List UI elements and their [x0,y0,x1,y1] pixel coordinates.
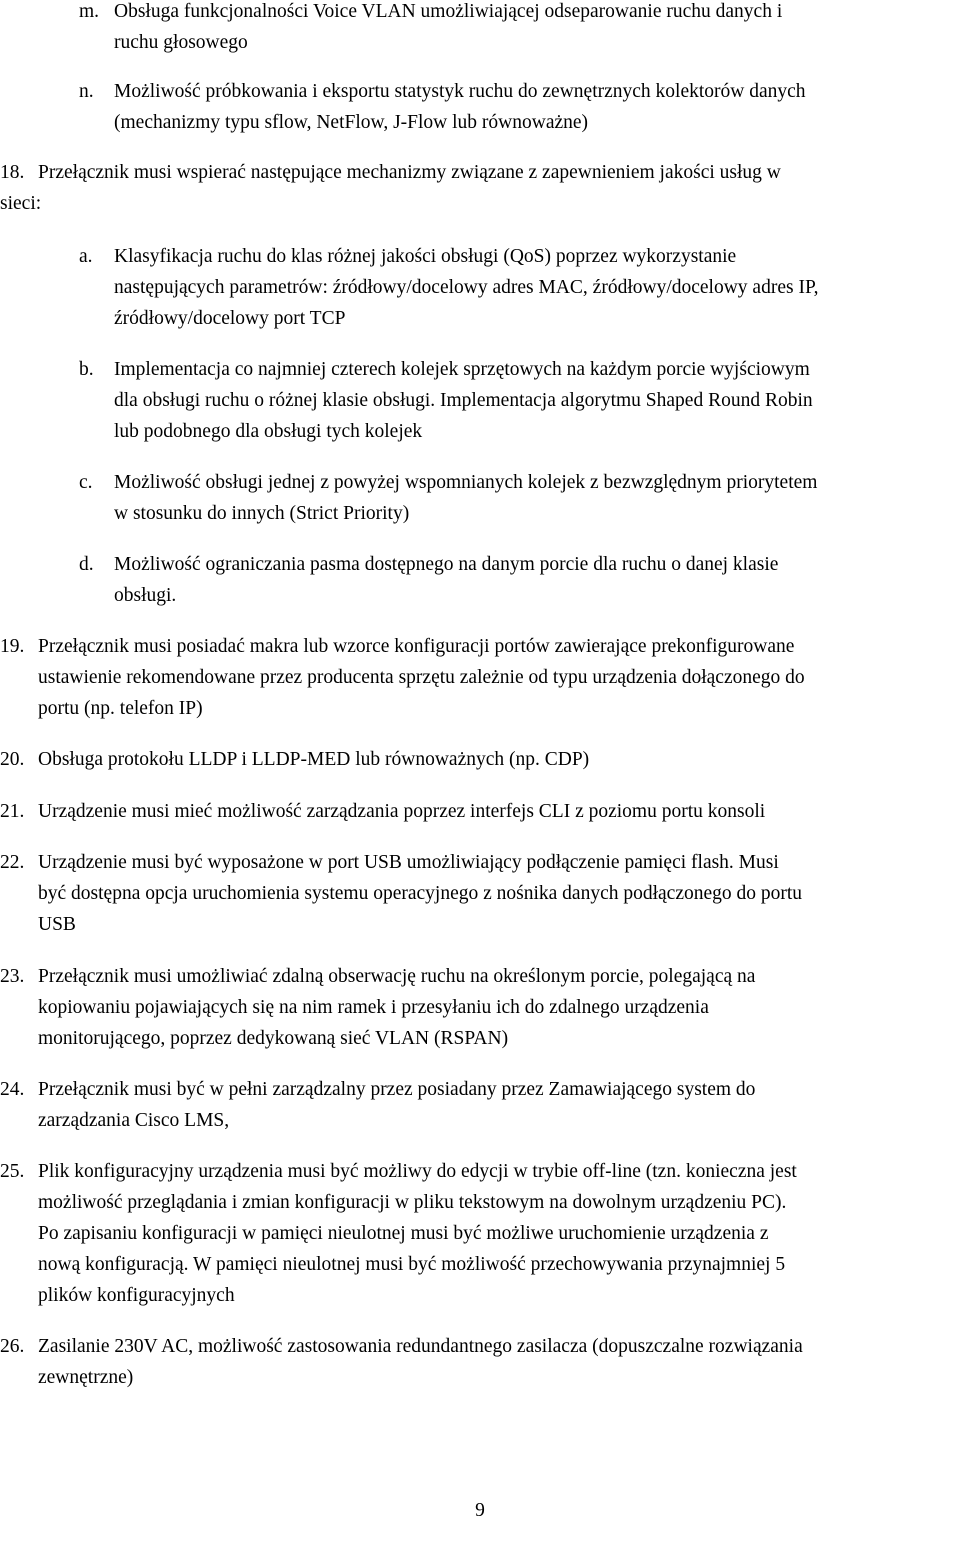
list-item-line: ruchu głosowego [114,32,248,53]
list-item-line: w stosunku do innych (Strict Priority) [114,503,410,524]
list-marker: 22. [0,852,25,873]
list-item-c [79,467,954,529]
list-item-line: możliwość przeglądania i zmian konfiguracji w pliku tekstowym na dowolnym urządzeniu PC). [38,1192,787,1213]
list-item-line: źródłowy/docelowy port TCP [114,308,346,329]
list-item-22 [0,847,956,940]
list-marker: 19. [0,636,25,657]
list-item-line: Po zapisaniu konfiguracji w pamięci nieulotnej musi być możliwe uruchomienie urządzenia z [38,1223,769,1244]
list-marker: 26. [0,1336,25,1357]
list-item-line: lub podobnego dla obsługi tych kolejek [114,421,423,442]
list-marker: 20. [0,749,25,770]
list-item-d [79,549,954,611]
list-item-line: Możliwość ograniczania pasma dostępnego na danym porcie dla ruchu o danej klasie [114,554,779,575]
list-item-n [79,76,954,138]
list-item-line: plików konfiguracyjnych [38,1285,235,1306]
list-marker: 18. [0,162,25,183]
list-item-line: następujących parametrów: źródłowy/docelowy adres MAC, źródłowy/docelowy adres IP, [114,277,819,298]
list-item-line: zarządzania Cisco LMS, [38,1110,230,1131]
list-item-line: Przełącznik musi posiadać makra lub wzorce konfiguracji portów zawierające prekonfigurowane [38,636,795,657]
list-item-line: USB [38,914,76,935]
list-item-line: Klasyfikacja ruchu do klas różnej jakości obsługi (QoS) poprzez wykorzystanie [114,246,737,267]
list-item-line: obsługi. [114,585,177,606]
list-item-line: portu (np. telefon IP) [38,698,203,719]
list-item-line: Przełącznik musi wspierać następujące mechanizmy związane z zapewnieniem jakości usług w [38,162,781,183]
list-item-line: ustawienie rekomendowane przez producenta sprzętu zależnie od typu urządzenia dołączonego do [38,667,805,688]
list-marker: a. [79,246,93,267]
list-item-m [79,0,954,58]
page-number: 9 [475,1500,485,1521]
list-item-line: Przełącznik musi umożliwiać zdalną obserwację ruchu na określonym porcie, polegającą na [38,966,756,987]
list-marker: 25. [0,1161,25,1182]
list-marker: n. [79,81,94,102]
list-item-line: Obsługa protokołu LLDP i LLDP-MED lub równoważnych (np. CDP) [38,749,590,770]
list-item-a [79,241,954,334]
list-item-line: Obsługa funkcjonalności Voice VLAN umożliwiającej odseparowanie ruchu danych i [114,1,783,22]
list-marker: b. [79,359,94,380]
list-item-line: kopiowaniu pojawiających się na nim ramek i przesyłaniu ich do zdalnego urządzenia [38,997,709,1018]
list-item-line: Możliwość próbkowania i eksportu statystyk ruchu do zewnętrznych kolektorów danych [114,81,806,102]
list-marker: m. [79,1,100,22]
list-item-line: Możliwość obsługi jednej z powyżej wspomnianych kolejek z bezwzględnym priorytetem [114,472,818,493]
list-item-continuation: sieci: [0,193,42,214]
list-item-line: Implementacja co najmniej czterech kolejek sprzętowych na każdym porcie wyjściowym [114,359,810,380]
list-item-line: (mechanizmy typu sflow, NetFlow, J-Flow lub równoważne) [114,112,589,133]
list-marker: c. [79,472,93,493]
list-item-line: Przełącznik musi być w pełni zarządzalny przez posiadany przez Zamawiającego system do [38,1079,756,1100]
list-marker: 21. [0,801,25,822]
list-marker: 24. [0,1079,25,1100]
list-item-line: nową konfiguracją. W pamięci nieulotnej musi być możliwość przechowywania przynajmniej 5 [38,1254,786,1275]
list-item-line: Urządzenie musi być wyposażone w port USB umożliwiający podłączenie pamięci flash. Musi [38,852,779,873]
list-item-25 [0,1156,956,1311]
list-item-21 [0,796,956,827]
list-item-line: Urządzenie musi mieć możliwość zarządzania poprzez interfejs CLI z poziomu portu konsoli [38,801,766,822]
list-item-19 [0,631,956,724]
list-item-line: Plik konfiguracyjny urządzenia musi być możliwy do edycji w trybie off-line (tzn. konieczna jest [38,1161,797,1182]
list-item-line: być dostępna opcja uruchomienia systemu operacyjnego z nośnika danych podłączonego do portu [38,883,803,904]
list-item-20 [0,744,956,775]
list-item-b [79,354,954,447]
list-item-26 [0,1331,956,1393]
list-item-18 [0,157,956,219]
list-marker: 23. [0,966,25,987]
list-item-line: zewnętrzne) [38,1367,134,1388]
list-item-line: Zasilanie 230V AC, możliwość zastosowania redundantnego zasilacza (dopuszczalne rozwiązania [38,1336,803,1357]
list-item-line: monitorującego, poprzez dedykowaną sieć VLAN (RSPAN) [38,1028,509,1049]
list-marker: d. [79,554,94,575]
list-item-line: dla obsługi ruchu o różnej klasie obsługi. Implementacja algorytmu Shaped Round Robin [114,390,813,411]
list-item-24 [0,1074,956,1136]
list-item-23 [0,961,956,1054]
